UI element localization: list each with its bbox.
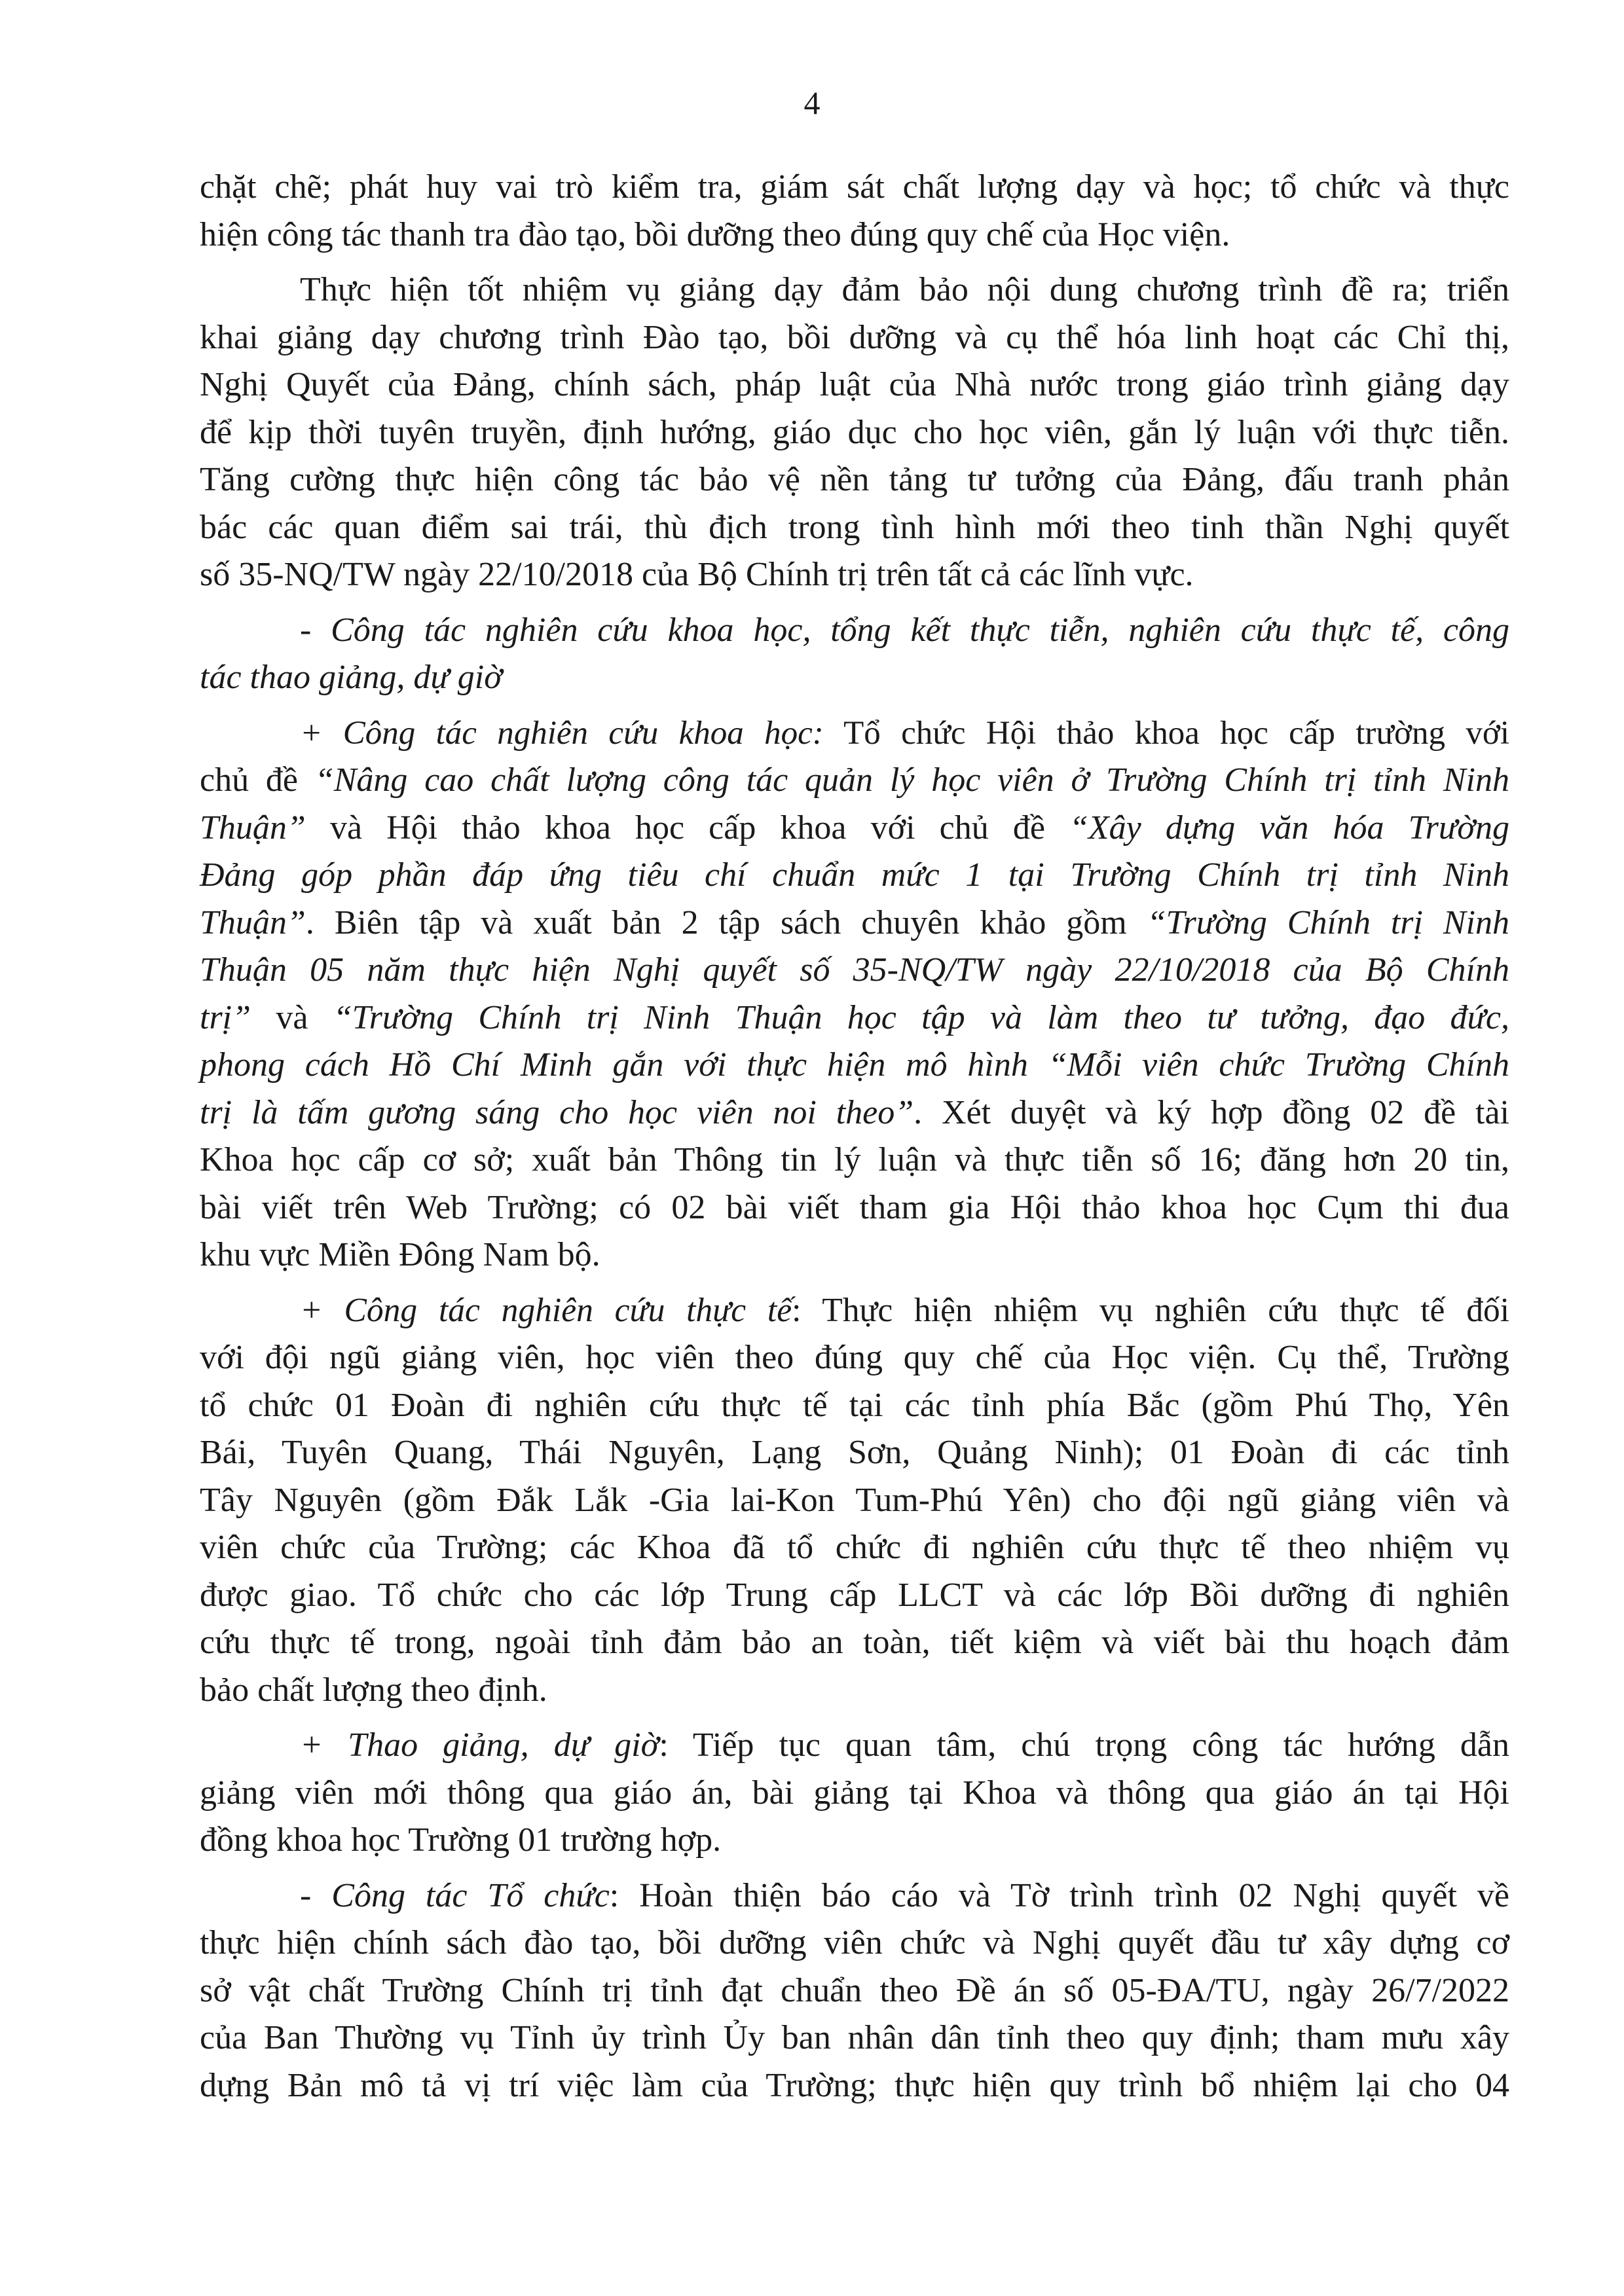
text-run: : Hoàn thiện báo cáo và Tờ trình trình 02 Nghị quyết về: [609, 1876, 1509, 1914]
italic-run: “Nâng cao chất lượng công tác quản lý học viên ở Trường Chính trị tỉnh Ninh: [314, 761, 1509, 799]
item-label: + Công tác nghiên cứu khoa học:: [300, 714, 824, 752]
text-line: chặt chẽ; phát huy vai trò kiểm tra, giám sát chất lượng dạy và học; tổ chức và thực: [200, 168, 1509, 206]
page-number: 4: [803, 84, 821, 121]
section-heading-research: [200, 607, 1509, 702]
italic-run: Thuận”: [200, 809, 306, 847]
text-line: tổ chức 01 Đoàn đi nghiên cứu thực tế tại các tỉnh phía Bắc (gồm Phú Thọ, Yên: [200, 1386, 1509, 1424]
text-run: Tổ chức Hội thảo khoa học cấp trường với: [823, 714, 1509, 752]
text-line: [200, 1089, 1509, 1137]
text-run: và: [251, 998, 333, 1036]
text-line: số 35-NQ/TW ngày 22/10/2018 của Bộ Chính trị trên tất cả các lĩnh vực.: [200, 556, 1194, 593]
paragraph-organization: [200, 1872, 1509, 2110]
text-line: được giao. Tổ chức cho các lớp Trung cấp LLCT và các lớp Bồi dưỡng đi nghiên: [200, 1576, 1509, 1614]
text-line: bảo chất lượng theo định.: [200, 1671, 547, 1709]
text-line: với đội ngũ giảng viên, học viên theo đúng quy chế của Học viện. Cụ thể, Trường: [200, 1339, 1509, 1376]
text-line: [200, 947, 1509, 994]
text-line: viên chức của Trường; các Khoa đã tổ chức đi nghiên cứu thực tế theo nhiệm vụ: [200, 1529, 1509, 1566]
italic-run: “Trường Chính trị Ninh Thuận học tập và làm theo tư tưởng, đạo đức,: [333, 998, 1509, 1036]
text-run: . Xét duyệt và ký hợp đồng 02 đề tài: [913, 1093, 1509, 1131]
text-line: [200, 1722, 1509, 1770]
text-line: khai giảng dạy chương trình Đào tạo, bồi dưỡng và cụ thể hóa linh hoạt các Chỉ thị,: [200, 318, 1509, 356]
text-line: Khoa học cấp cơ sở; xuất bản Thông tin lý luận và thực tiễn số 16; đăng hơn 20 tin,: [200, 1141, 1509, 1178]
text-line: [200, 757, 1509, 805]
italic-run: “Trường Chính trị Ninh: [1147, 903, 1509, 941]
text-line: [200, 654, 1509, 702]
text-line: của Ban Thường vụ Tỉnh ủy trình Ủy ban nhân dân tỉnh theo quy định; tham mưu xây: [200, 2019, 1509, 2056]
text-run: : Thực hiện nhiệm vụ nghiên cứu thực tế đối: [792, 1291, 1509, 1329]
text-line: [200, 1042, 1509, 1089]
text-line: dựng Bản mô tả vị trí việc làm của Trường; thực hiện quy trình bổ nhiệm lại cho 04: [200, 2066, 1509, 2104]
italic-run: phong cách Hồ Chí Minh gắn với thực hiện mô hình “Mỗi viên chức Trường Chính: [200, 1046, 1509, 1084]
paragraph-field-research: [200, 1287, 1509, 1715]
italic-run: “Xây dựng văn hóa Trường: [1069, 809, 1509, 847]
italic-run: trị là tấm gương sáng cho học viên noi theo”: [200, 1093, 914, 1131]
text-line: [200, 1872, 1509, 1920]
text-line: [200, 852, 1509, 900]
text-line: bài viết trên Web Trường; có 02 bài viết tham gia Hội thảo khoa học Cụm thi đua: [200, 1188, 1509, 1226]
text-line: giảng viên mới thông qua giáo án, bài giảng tại Khoa và thông qua giáo án tại Hội: [200, 1774, 1509, 1812]
paragraph-teaching-observation: [200, 1722, 1509, 1865]
text-line: Tây Nguyên (gồm Đắk Lắk -Gia lai-Kon Tum-Phú Yên) cho đội ngũ giảng viên và: [200, 1481, 1509, 1519]
text-line: [200, 1287, 1509, 1335]
text-line: [200, 994, 1509, 1042]
text-line: hiện công tác thanh tra đào tạo, bồi dưỡng theo đúng quy chế của Học viện.: [200, 215, 1230, 253]
text-run: chủ đề: [200, 761, 315, 799]
text-line: [200, 607, 1509, 655]
text-line: [200, 710, 1509, 757]
paragraph-scientific-research: [200, 710, 1509, 1279]
italic-heading-text: tác thao giảng, dự giờ: [200, 659, 502, 696]
document-body: [200, 164, 1509, 2117]
text-line: Tăng cường thực hiện công tác bảo vệ nền tảng tư tưởng của Đảng, đấu tranh phản: [200, 461, 1509, 498]
paragraph-training-supervision: [200, 164, 1509, 259]
text-line: đồng khoa học Trường 01 trường hợp.: [200, 1821, 722, 1859]
text-line: thực hiện chính sách đào tạo, bồi dưỡng viên chức và Nghị quyết đầu tư xây dựng cơ: [200, 1924, 1509, 1961]
item-label: + Công tác nghiên cứu thực tế: [300, 1291, 792, 1329]
italic-heading-text: - Công tác nghiên cứu khoa học, tổng kết thực tiễn, nghiên cứu thực tế, công: [300, 611, 1509, 649]
text-run: : Tiếp tục quan tâm, chú trọng công tác hướng dẫn: [659, 1726, 1509, 1764]
text-line: bác các quan điểm sai trái, thù địch trong tình hình mới theo tinh thần Nghị quyết: [200, 508, 1509, 546]
text-line: sở vật chất Trường Chính trị tỉnh đạt chuẩn theo Đề án số 05-ĐA/TU, ngày 26/7/2022: [200, 1971, 1509, 2009]
text-line: Nghị Quyết của Đảng, chính sách, pháp luật của Nhà nước trong giáo trình giảng dạy: [200, 366, 1509, 403]
text-run: và Hội thảo khoa học cấp khoa với chủ đề: [305, 809, 1069, 847]
item-label: + Thao giảng, dự giờ: [300, 1726, 659, 1764]
italic-run: trị”: [200, 998, 251, 1036]
text-line: khu vực Miền Đông Nam bộ.: [200, 1236, 600, 1273]
italic-run: Thuận 05 năm thực hiện Nghị quyết số 35-NQ/TW ngày 22/10/2018 của Bộ Chính: [200, 951, 1509, 989]
text-line: Bái, Tuyên Quang, Thái Nguyên, Lạng Sơn, Quảng Ninh); 01 Đoàn đi các tỉnh: [200, 1434, 1509, 1471]
text-line: cứu thực tế trong, ngoài tỉnh đảm bảo an toàn, tiết kiệm và viết bài thu hoạch đảm: [200, 1624, 1509, 1661]
italic-run: Đảng góp phần đáp ứng tiêu chí chuẩn mức 1 tại Trường Chính trị tỉnh Ninh: [200, 856, 1509, 894]
text-line: để kịp thời tuyên truyền, định hướng, giáo dục cho học viên, gắn lý luận với thực tiễn.: [200, 413, 1509, 451]
text-run: . Biên tập và xuất bản 2 tập sách chuyên khảo gồm: [305, 903, 1147, 941]
italic-run: Thuận”: [200, 903, 306, 941]
paragraph-teaching-duties: [200, 266, 1509, 599]
item-label: - Công tác Tổ chức: [300, 1876, 610, 1914]
text-line: [200, 900, 1509, 947]
text-line: [200, 805, 1509, 852]
text-line: Thực hiện tốt nhiệm vụ giảng dạy đảm bảo nội dung chương trình đề ra; triển: [300, 271, 1509, 308]
